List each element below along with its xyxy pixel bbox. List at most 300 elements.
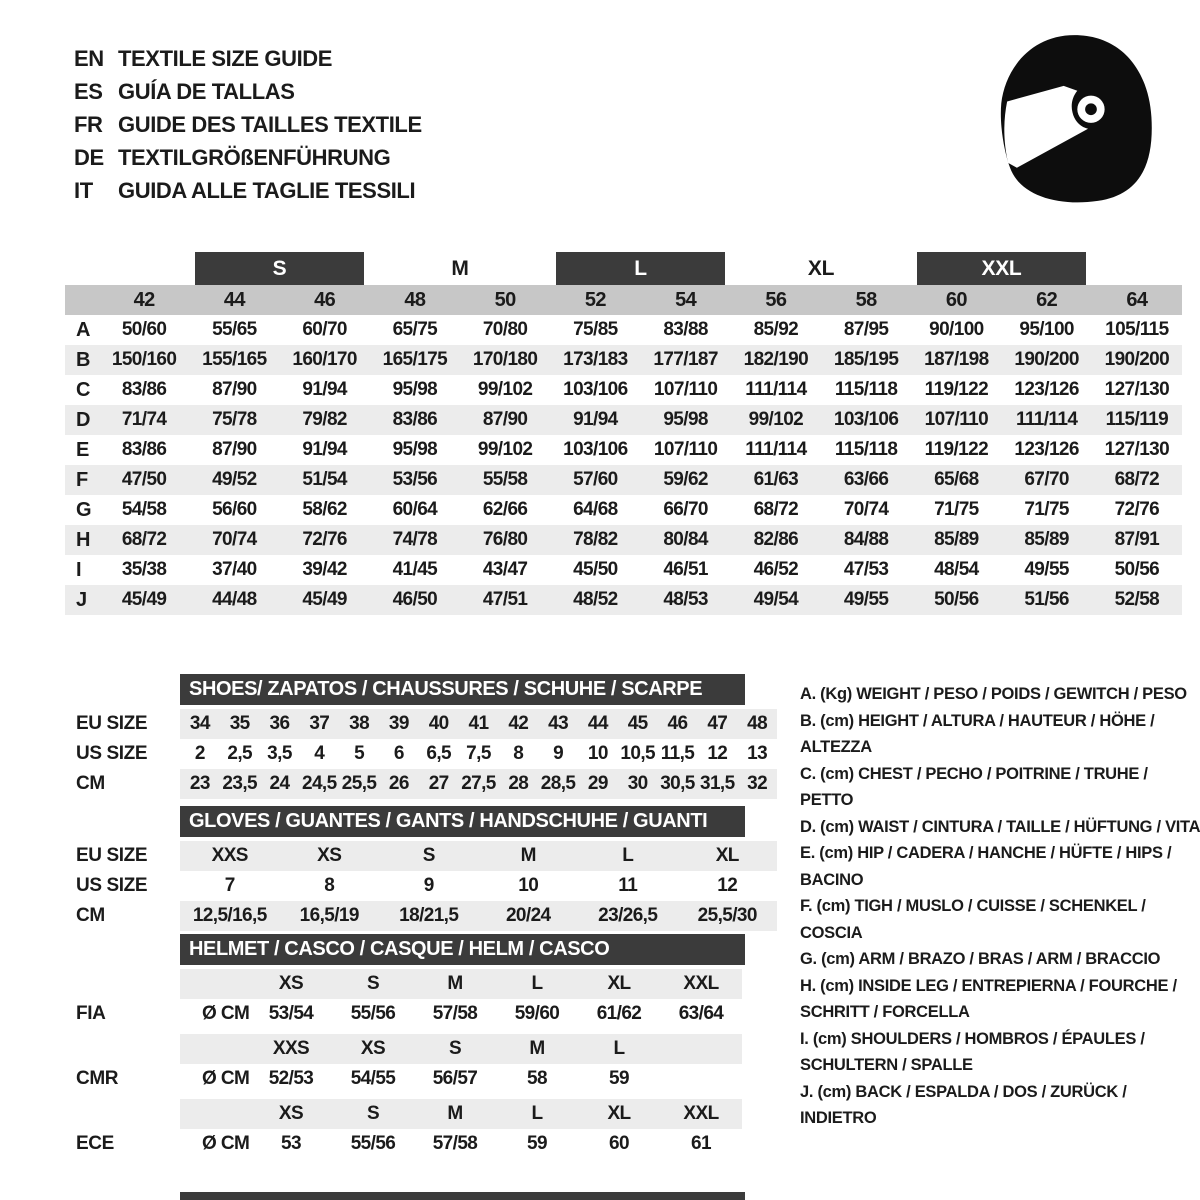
size-value: 61/63 xyxy=(753,469,799,490)
helmet-sizes-values xyxy=(180,1034,742,1064)
legend-item xyxy=(800,973,1200,1026)
helmet-value: 52/53 xyxy=(268,1068,314,1089)
helmet-value: 63/64 xyxy=(678,1003,724,1024)
value-cell: 39 xyxy=(388,713,409,734)
size-value: 79/82 xyxy=(302,409,347,430)
size-value: 83/86 xyxy=(121,439,167,460)
size-column-header: 48 xyxy=(404,288,426,311)
size-value: 187/198 xyxy=(924,349,989,370)
measure-key: B xyxy=(76,348,91,371)
diameter-label: Ø CM xyxy=(202,1133,250,1154)
size-value: 182/190 xyxy=(743,349,809,370)
value-cell: 8 xyxy=(513,743,524,764)
shoes-header: SHOES/ ZAPATOS / CHAUSSURES / SCHUHE / SCARPE xyxy=(180,674,745,705)
size-column-header: 46 xyxy=(314,288,336,311)
size-value: 71/74 xyxy=(121,409,167,430)
size-column-header: 56 xyxy=(765,288,787,311)
value-cell: 30,5 xyxy=(660,773,695,794)
size-value: 50/60 xyxy=(121,319,167,340)
size-value: 47/50 xyxy=(121,469,167,490)
helmet-value: 57/58 xyxy=(432,1003,478,1024)
helmet-standard-values xyxy=(180,1064,742,1094)
size-value: 62/66 xyxy=(482,499,528,520)
helmet-sizes-row xyxy=(65,1099,745,1129)
size-table-row xyxy=(65,405,1182,435)
size-value: 50/56 xyxy=(934,589,979,610)
size-column-header: 58 xyxy=(855,288,877,311)
legend-text: BACK / ESPALDA / DOS / ZURÜCK / INDIETRO xyxy=(800,1082,1127,1127)
helmet-size-label: XXL xyxy=(683,1103,719,1124)
size-value: 45/49 xyxy=(121,589,167,610)
legend-item xyxy=(800,681,1200,708)
legend-key: C. (cm) xyxy=(800,764,859,783)
legend-key: A. (Kg) xyxy=(800,685,857,703)
legend-item xyxy=(800,840,1200,893)
value-cell: 10 xyxy=(518,875,539,896)
size-value: 150/160 xyxy=(111,349,177,370)
legend-text: ARM / BRAZO / BRAS / ARM / BRACCIO xyxy=(858,950,1161,968)
size-value: 123/126 xyxy=(1014,379,1079,400)
size-value: 83/86 xyxy=(392,409,438,430)
size-value: 127/130 xyxy=(1104,379,1170,400)
helmet-value: 54/55 xyxy=(350,1068,396,1089)
size-value: 47/51 xyxy=(482,589,528,610)
size-value: 85/89 xyxy=(934,529,979,550)
size-value: 87/90 xyxy=(212,379,257,400)
language-code: EN xyxy=(74,46,104,71)
size-value: 99/102 xyxy=(477,439,533,460)
value-cell: L xyxy=(622,845,634,866)
helmet-size-label: L xyxy=(531,973,543,994)
helmet-value: 55/56 xyxy=(350,1133,396,1154)
value-cell: 12 xyxy=(707,743,728,764)
helmet-sizes-values xyxy=(180,969,742,999)
size-value: 90/100 xyxy=(929,319,984,340)
size-table-row xyxy=(65,585,1182,615)
measurement-legend xyxy=(800,681,1200,1132)
size-value: 44/48 xyxy=(212,589,257,610)
size-value: 103/106 xyxy=(563,439,628,460)
size-value: 58/62 xyxy=(302,499,347,520)
row-values xyxy=(180,871,777,901)
full-face-helmet-icon xyxy=(973,26,1168,214)
size-value: 91/94 xyxy=(573,409,618,430)
value-cell: 31,5 xyxy=(699,773,735,794)
size-value: 173/183 xyxy=(563,349,628,370)
size-column-header: 50 xyxy=(494,288,516,311)
language-row xyxy=(74,141,422,174)
size-value: 45/50 xyxy=(573,559,618,580)
size-column-header: 44 xyxy=(223,288,245,311)
size-value: 111/114 xyxy=(1015,409,1078,430)
helmet-value: 60 xyxy=(609,1133,629,1154)
size-value: 107/110 xyxy=(653,439,718,460)
value-cell: 37 xyxy=(309,713,330,734)
size-value: 155/165 xyxy=(202,349,267,370)
helmet-sizes-values xyxy=(180,1099,742,1129)
helmet-table-body xyxy=(65,969,745,1159)
size-value: 115/119 xyxy=(1105,409,1169,430)
size-value: 50/56 xyxy=(1114,559,1160,580)
legend-item xyxy=(800,814,1200,841)
gloves-header: GLOVES / GUANTES / GANTS / HANDSCHUHE / GUANTI xyxy=(180,806,745,837)
value-cell: 12 xyxy=(717,875,738,896)
diameter-label: Ø CM xyxy=(202,1068,250,1089)
size-value: 37/40 xyxy=(212,559,257,580)
legend-text: HEIGHT / ALTURA / HAUTEUR / HÖHE / ALTEZZA xyxy=(800,711,1155,756)
size-value: 55/58 xyxy=(482,469,528,490)
size-column-header: 60 xyxy=(945,288,967,311)
value-cell: 45 xyxy=(627,713,648,734)
size-column-header: 64 xyxy=(1126,288,1148,311)
gloves-table-body xyxy=(65,841,777,931)
value-cell: 9 xyxy=(423,875,434,896)
row-label-eu-size: EU SIZE xyxy=(76,713,148,734)
legend-item xyxy=(800,893,1200,946)
helmet-table xyxy=(65,934,745,1159)
value-cell: 16,5/19 xyxy=(299,905,359,926)
helmet-size-label: S xyxy=(366,1103,380,1124)
size-value: 72/76 xyxy=(302,529,347,550)
language-title: GUÍA DE TALLAS xyxy=(118,79,295,104)
legend-key: B. (cm) xyxy=(800,711,859,730)
value-cell: 5 xyxy=(354,743,365,764)
helmet-size-label: XL xyxy=(607,973,631,994)
standard-label-fia: FIA xyxy=(76,1003,106,1024)
size-value: 59/62 xyxy=(663,469,708,490)
size-value: 83/86 xyxy=(121,379,167,400)
helmet-sizes-row xyxy=(65,969,745,999)
size-value: 70/74 xyxy=(212,529,257,550)
size-value: 85/89 xyxy=(1024,529,1069,550)
size-table-row xyxy=(65,315,1182,345)
size-value: 68/72 xyxy=(121,529,167,550)
size-value: 83/88 xyxy=(663,319,708,340)
shoes-table-body xyxy=(65,709,777,799)
size-value: 68/72 xyxy=(753,499,799,520)
language-code: ES xyxy=(74,79,103,104)
size-value: 35/38 xyxy=(121,559,167,580)
value-cell: 3,5 xyxy=(267,743,292,764)
value-cell: 18/21,5 xyxy=(399,905,459,926)
helmet-value: 56/57 xyxy=(432,1068,478,1089)
value-cell: 2 xyxy=(194,743,205,764)
gloves-table xyxy=(65,806,777,931)
row-values xyxy=(180,739,777,769)
size-value: 127/130 xyxy=(1104,439,1170,460)
size-value: 119/122 xyxy=(924,439,989,460)
legend-text: WAIST / CINTURA / TAILLE / HÜFTUNG / VITA xyxy=(858,817,1200,836)
helmet-size-label: XL xyxy=(607,1103,631,1124)
size-value: 87/95 xyxy=(843,319,889,340)
language-title: TEXTILE SIZE GUIDE xyxy=(118,46,333,71)
size-value: 45/49 xyxy=(302,589,347,610)
shoes-table xyxy=(65,674,777,799)
value-cell: 13 xyxy=(747,743,768,764)
value-cell: 2,5 xyxy=(227,743,252,764)
value-cell: 25,5/30 xyxy=(697,905,757,926)
value-cell: 24,5 xyxy=(301,773,337,794)
size-value: 75/85 xyxy=(573,319,618,340)
value-cell: 36 xyxy=(269,713,290,734)
value-cell: 23/26,5 xyxy=(598,905,658,926)
measure-key: G xyxy=(76,498,92,521)
row-label-eu-size: EU SIZE xyxy=(76,845,148,866)
sub-table-row xyxy=(65,841,777,871)
size-value: 46/51 xyxy=(663,559,708,580)
size-value: 65/75 xyxy=(392,319,438,340)
size-value: 177/187 xyxy=(653,349,718,370)
size-group-s: S xyxy=(195,252,364,285)
value-cell: 28 xyxy=(508,773,529,794)
size-value: 49/55 xyxy=(843,589,889,610)
size-value: 41/45 xyxy=(392,559,438,580)
value-cell: 46 xyxy=(667,713,688,734)
size-value: 74/78 xyxy=(392,529,438,550)
value-cell: 24 xyxy=(269,773,290,794)
helmet-value: 55/56 xyxy=(350,1003,396,1024)
size-value: 48/53 xyxy=(663,589,708,610)
legend-key: I. (cm) xyxy=(800,1029,851,1048)
value-cell: 11,5 xyxy=(660,743,695,764)
size-group-xxl: XXL xyxy=(917,252,1086,285)
size-value: 87/90 xyxy=(212,439,257,460)
standard-label-cmr: CMR xyxy=(76,1068,119,1089)
size-value: 103/106 xyxy=(563,379,628,400)
value-cell: 7,5 xyxy=(466,743,491,764)
size-value: 60/70 xyxy=(302,319,347,340)
size-value: 95/100 xyxy=(1019,319,1074,340)
size-value: 46/52 xyxy=(753,559,799,580)
size-value: 43/47 xyxy=(482,559,528,580)
size-value: 56/60 xyxy=(212,499,257,520)
size-value: 85/92 xyxy=(753,319,799,340)
helmet-standard-values xyxy=(180,1129,742,1159)
size-table-row xyxy=(65,465,1182,495)
language-title: GUIDE DES TAILLES TEXTILE xyxy=(118,112,422,137)
size-table-row xyxy=(65,345,1182,375)
size-value: 107/110 xyxy=(653,379,718,400)
row-label-cm: CM xyxy=(76,773,105,794)
value-cell: 25,5 xyxy=(341,773,377,794)
size-table-body xyxy=(65,315,1182,615)
legend-item xyxy=(800,761,1200,814)
size-value: 51/56 xyxy=(1024,589,1069,610)
size-value: 91/94 xyxy=(302,439,347,460)
value-cell: 8 xyxy=(324,875,335,896)
size-value: 68/72 xyxy=(1114,469,1160,490)
size-value: 190/200 xyxy=(1104,349,1170,370)
legend-key: J. (cm) xyxy=(800,1082,856,1101)
value-cell: 10 xyxy=(587,743,608,764)
size-table-row xyxy=(65,375,1182,405)
diameter-label: Ø CM xyxy=(202,1003,250,1024)
value-cell: 47 xyxy=(707,713,728,734)
size-value: 123/126 xyxy=(1014,439,1079,460)
size-table-row xyxy=(65,435,1182,465)
value-cell: 43 xyxy=(548,713,569,734)
language-row xyxy=(74,42,422,75)
legend-key: D. (cm) xyxy=(800,817,859,836)
value-cell: 34 xyxy=(189,713,210,734)
size-value: 52/58 xyxy=(1114,589,1160,610)
value-cell: XL xyxy=(715,845,739,866)
row-values xyxy=(180,769,777,799)
size-group-l: L xyxy=(556,252,725,285)
size-value: 71/75 xyxy=(1024,499,1069,520)
legend-item xyxy=(800,1026,1200,1079)
helmet-value: 53 xyxy=(281,1133,301,1154)
value-cell: 20/24 xyxy=(505,905,551,926)
value-cell: 6 xyxy=(393,743,404,764)
size-value: 71/75 xyxy=(934,499,979,520)
size-value: 76/80 xyxy=(482,529,528,550)
legend-key: G. (cm) xyxy=(800,950,859,968)
size-value: 78/82 xyxy=(573,529,618,550)
helmet-value: 59 xyxy=(609,1068,629,1089)
legend-item xyxy=(800,946,1200,973)
value-cell: 48 xyxy=(747,713,768,734)
helmet-value: 58 xyxy=(527,1068,547,1089)
value-cell: M xyxy=(520,845,536,866)
sub-table-row xyxy=(65,739,777,769)
size-value: 66/70 xyxy=(663,499,708,520)
size-value: 103/106 xyxy=(833,409,899,430)
size-value: 105/115 xyxy=(1105,319,1169,340)
size-value: 82/86 xyxy=(753,529,799,550)
value-cell: 44 xyxy=(587,713,608,734)
row-label-cm: CM xyxy=(76,905,105,926)
size-value: 99/102 xyxy=(748,409,804,430)
value-cell: XS xyxy=(317,845,342,866)
size-value: 39/42 xyxy=(302,559,347,580)
size-value: 54/58 xyxy=(121,499,167,520)
cutoff-section-bar xyxy=(180,1192,745,1200)
legend-key: F. (cm) xyxy=(800,897,855,915)
value-cell: 26 xyxy=(388,773,409,794)
size-value: 87/91 xyxy=(1114,529,1160,550)
size-group-xl: XL xyxy=(807,256,835,280)
helmet-size-label: XS xyxy=(278,973,304,994)
size-value: 160/170 xyxy=(292,349,357,370)
value-cell: 11 xyxy=(618,875,638,896)
size-value: 70/80 xyxy=(482,319,528,340)
helmet-size-label: XS xyxy=(360,1038,386,1059)
helmet-icon xyxy=(973,26,1168,214)
size-value: 67/70 xyxy=(1024,469,1069,490)
value-cell: 12,5/16,5 xyxy=(192,905,267,926)
helmet-standard-values xyxy=(180,999,742,1029)
helmet-value: 57/58 xyxy=(432,1133,478,1154)
helmet-value: 59/60 xyxy=(514,1003,560,1024)
size-value: 49/55 xyxy=(1024,559,1069,580)
size-value: 115/118 xyxy=(834,439,898,460)
size-value: 95/98 xyxy=(392,439,438,460)
size-value: 185/195 xyxy=(833,349,899,370)
sub-table-row xyxy=(65,709,777,739)
size-value: 49/52 xyxy=(212,469,257,490)
helmet-values-row xyxy=(65,1129,745,1159)
size-value: 49/54 xyxy=(753,589,799,610)
size-table-row xyxy=(65,525,1182,555)
legend-key: E. (cm) xyxy=(800,844,858,862)
size-column-header: 52 xyxy=(584,288,606,311)
value-cell: 32 xyxy=(747,773,768,794)
row-values xyxy=(180,709,777,739)
size-value: 115/118 xyxy=(834,379,898,400)
size-value: 70/74 xyxy=(843,499,889,520)
language-list xyxy=(74,42,422,207)
value-cell: 6,5 xyxy=(426,743,451,764)
size-value: 190/200 xyxy=(1014,349,1079,370)
size-value: 63/66 xyxy=(843,469,889,490)
helmet-size-label: S xyxy=(366,973,380,994)
measure-key: D xyxy=(76,408,91,431)
legend-text: HIP / CADERA / HANCHE / HÜFTE / HIPS / BACINO xyxy=(800,844,1172,889)
size-column-header: 42 xyxy=(133,288,155,311)
language-code: DE xyxy=(74,145,104,170)
size-value: 51/54 xyxy=(302,469,347,490)
language-code: FR xyxy=(74,112,103,137)
value-cell: 38 xyxy=(349,713,370,734)
helmet-size-label: XXS xyxy=(272,1038,310,1059)
size-value: 99/102 xyxy=(477,379,533,400)
language-row xyxy=(74,108,422,141)
helmet-size-label: L xyxy=(531,1103,543,1124)
sub-table-row xyxy=(65,769,777,799)
empty-label xyxy=(65,1099,180,1129)
size-table xyxy=(65,252,1182,615)
legend-item xyxy=(800,708,1200,761)
size-value: 48/52 xyxy=(573,589,618,610)
empty-label xyxy=(65,969,180,999)
language-row xyxy=(74,174,422,207)
size-column-header: 54 xyxy=(675,288,697,311)
value-cell: 41 xyxy=(468,713,489,734)
size-columns-row xyxy=(65,285,1182,315)
measure-key: A xyxy=(76,318,91,341)
size-table-row xyxy=(65,555,1182,585)
value-cell: 27,5 xyxy=(461,773,496,794)
helmet-values-row xyxy=(65,1064,745,1094)
language-title: TEXTILGRÖßENFÜHRUNG xyxy=(118,145,391,170)
row-label-us-size: US SIZE xyxy=(76,743,148,764)
size-value: 91/94 xyxy=(302,379,347,400)
measure-key: J xyxy=(76,588,88,611)
value-cell: 29 xyxy=(587,773,608,794)
language-title: GUIDA ALLE TAGLIE TESSILI xyxy=(118,178,416,203)
helmet-size-label: L xyxy=(613,1038,625,1059)
value-cell: 10,5 xyxy=(620,743,655,764)
measure-key: C xyxy=(76,378,91,401)
measure-key: E xyxy=(76,438,90,461)
row-values xyxy=(180,841,777,871)
size-column-header: 62 xyxy=(1036,288,1058,311)
row-values xyxy=(180,901,777,931)
size-value: 111/114 xyxy=(745,379,807,400)
size-value: 119/122 xyxy=(924,379,989,400)
size-value: 87/90 xyxy=(482,409,528,430)
row-label-us-size: US SIZE xyxy=(76,875,148,896)
legend-text: WEIGHT / PESO / POIDS / GEWITCH / PESO xyxy=(856,685,1187,703)
size-value: 65/68 xyxy=(934,469,979,490)
language-code: IT xyxy=(74,178,93,203)
size-group-row xyxy=(65,252,1182,285)
value-cell: XXS xyxy=(211,845,248,866)
empty-label xyxy=(65,1034,180,1064)
legend-text: SHOULDERS / HOMBROS / ÉPAULES / SCHULTERN / SPALLE xyxy=(800,1029,1145,1074)
helmet-value: 61 xyxy=(691,1133,711,1154)
